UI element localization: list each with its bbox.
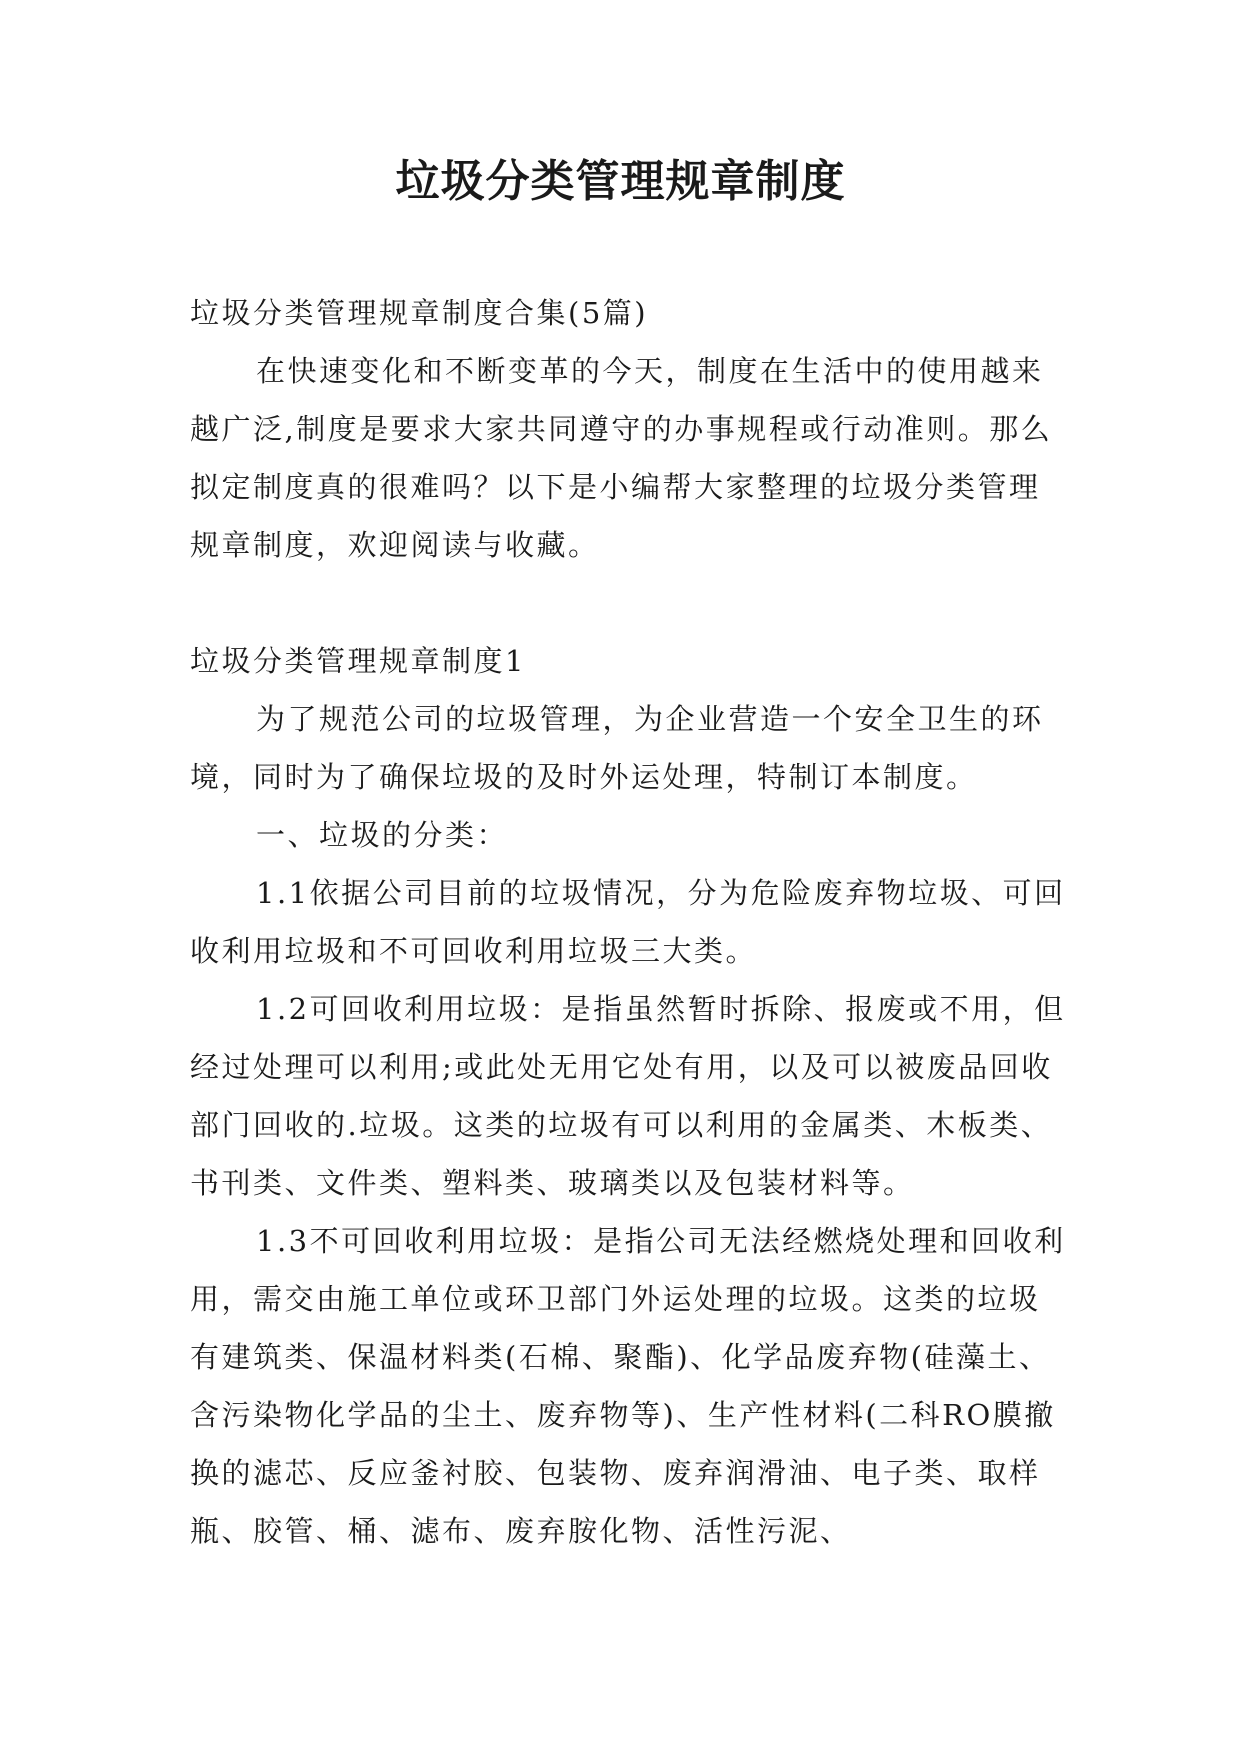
section-intro-paragraph: 为了规范公司的垃圾管理，为企业营造一个安全卫生的环境，同时为了确保垃圾的及时外运处理，特制订本制度。 (190, 702, 1044, 794)
page-title: 垃圾分类管理规章制度 (395, 156, 846, 207)
part-heading: 一、垃圾的分类： (256, 818, 509, 852)
item-1-1-paragraph: 1.1依据公司目前的垃圾情况，分为危险废弃物垃圾、可回收利用垃圾和不可回收利用垃圾三大类。 (190, 876, 1066, 968)
section-heading: 垃圾分类管理规章制度1 (190, 644, 526, 678)
intro-paragraph: 在快速变化和不断变革的今天，制度在生活中的使用越来越广泛,制度是要求大家共同遵守的办事规程或行动准则。那么拟定制度真的很难吗？以下是小编帮大家整理的垃圾分类管理规章制度，欢迎阅读与收藏。 (190, 354, 1053, 562)
item-1-3-paragraph: 1.3不可回收利用垃圾：是指公司无法经燃烧处理和回收利用，需交由施工单位或环卫部门外运处理的垃圾。这类的垃圾有建筑类、保温材料类(石棉、聚酯)、化学品废弃物(硅藻土、含污染物化学品的尘土、废弃物等)、生产性材料(二科RO膜撤换的滤芯、反应釜衬胶、包装物、废弃润滑油、电子类、取样瓶、胶管、桶、滤布、废弃胺化物、活性污泥、 (190, 1224, 1066, 1548)
document-subtitle: 垃圾分类管理规章制度合集(5篇) (190, 296, 649, 330)
document-body (190, 284, 1070, 1560)
paragraph-spacer (190, 574, 1070, 632)
item-1-2-paragraph: 1.2可回收利用垃圾：是指虽然暂时拆除、报废或不用，但经过处理可以利用;或此处无用它处有用，以及可以被废品回收部门回收的.垃圾。这类的垃圾有可以利用的金属类、木板类、书刊类、文件类、塑料类、玻璃类以及包装材料等。 (190, 992, 1066, 1200)
